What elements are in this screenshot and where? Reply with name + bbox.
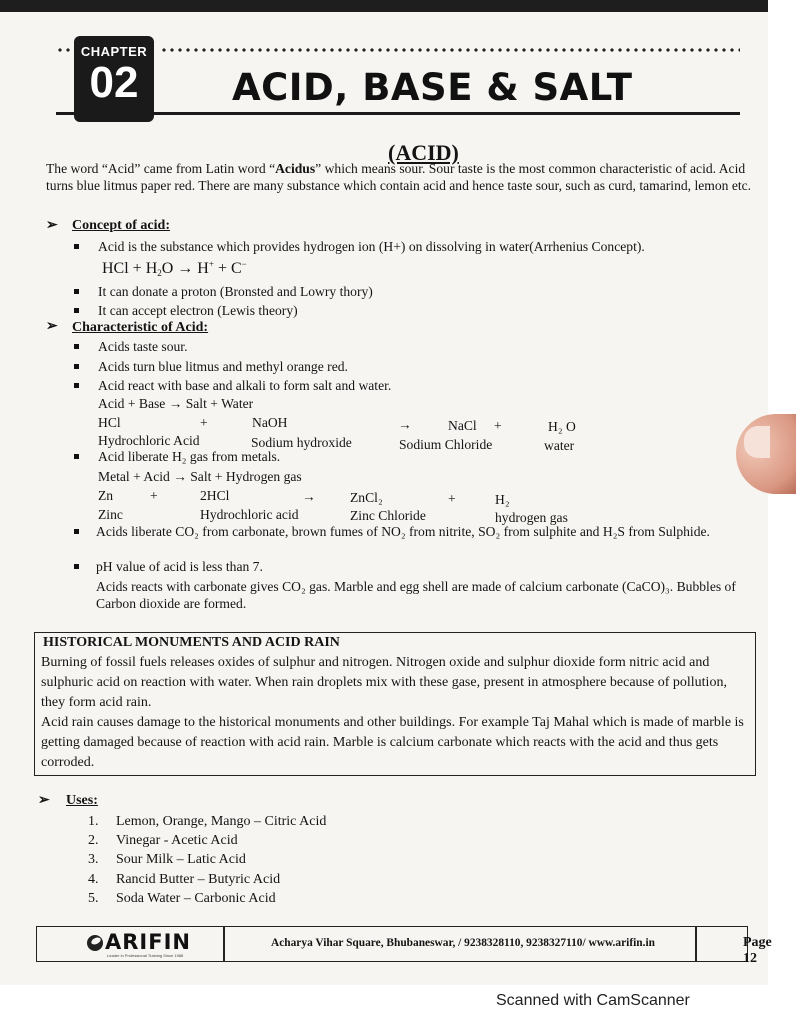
reaction1-name: Hydrochloric Acid [98,433,200,448]
uses-list [88,812,326,908]
reaction1-name: Sodium Chloride [399,437,493,452]
reaction2-name: hydrogen gas [495,510,568,525]
acid-rain-paragraph: Burning of fossil fuels releases oxides of sulphur and nitrogen. Nitrogen oxide and sulphur dioxide form nitric acid and sulphuric acid on reaction with water. When rain droplets mix with these gase, present in atmosphere because of pollution, they form acid rain. [41,655,727,710]
characteristic-item: Acids liberate CO₂ from carbonate, brown fumes of NO₂ from nitrite, SO₂ from sulphite and H₂S from Sulphide. [96,524,710,539]
characteristic-item: Acid liberate H₂ gas from metals. [98,449,281,464]
reaction1-word-equation: Acid + Base → Salt + Water [98,396,254,411]
uses-item [88,831,326,850]
characteristics-heading: Characteristic of Acid: [72,320,209,335]
characteristic-item: Acids turn blue litmus and methyl orange red. [98,359,348,374]
reaction1-formula: NaOH [252,415,288,430]
characteristic-item: Acids taste sour. [98,339,188,354]
title-rule [56,112,740,115]
square-bullet-icon [74,454,79,459]
concept-heading: Concept of acid: [72,218,170,233]
logo-tagline: Leader in Professional Training Since 1988 [107,953,184,958]
concept-item: It can donate a proton (Bronsted and Lowry thory) [98,284,373,299]
reaction2-name: Zinc [98,507,123,522]
square-bullet-icon [74,364,79,369]
reaction1-formula: HCl [98,415,121,430]
footer-divider [695,927,697,961]
uses-item-text: Vinegar - Acetic Acid [116,833,238,849]
concept-equation: HCl + $H_2O \to H^+ + C^-$ [102,259,247,278]
intro-text-1: The word “Acid” came from Latin word “ [46,161,276,176]
reaction1-formula: H₂ O [548,419,576,434]
reaction1-formula: NaCl [448,418,477,433]
uses-item [88,889,326,908]
carbonate-note: Acids reacts with carbonate gives CO₂ gas. Marble and egg shell are made of calcium carbonate (CaCO)₃. Bubbles of Carbon dioxide are formed. [96,579,736,611]
arifin-logo: ARIFIN [105,930,191,954]
intro-bold-word: Acidus [275,161,316,176]
acid-rain-box [34,632,756,776]
chapter-number: 02 [89,58,139,107]
reaction1-formula: → [398,417,412,432]
uses-item-number: 2. [88,833,99,849]
square-bullet-icon [74,244,79,249]
uses-item-number: 1. [88,814,99,829]
header-dots-right [160,46,740,54]
fingernail-photo [744,426,770,458]
scanner-watermark: Scanned with CamScanner [496,992,690,1009]
uses-item-number: 4. [88,871,99,887]
intro-text-2: ” which means sour. Sour taste is the most common characteristic of acid. Acid turns blue litmus paper red. There are many substance which contain acid and hence taste sour, such as curd, tamarind, lemon etc. [46,161,752,193]
intro-paragraph [46,160,752,194]
uses-item-number: 5. [88,890,99,906]
chapter-label: CHAPTER [80,44,148,59]
arrow-bullet-icon: ➢ [38,793,50,808]
acid-rain-box-heading: HISTORICAL MONUMENTS AND ACID RAIN [43,635,340,650]
acid-rain-paragraph: Acid rain causes damage to the historical monuments and other buildings. For example Taj Mahal which is made of marble is getting damaged because of reaction with acid rain. Marble is calcium carbonate which reacts with the acid and thus gets corroded. [41,715,744,770]
reaction1-formula: + [494,418,502,433]
arrow-bullet-icon: ➢ [46,319,58,334]
uses-item-text: Soda Water – Carbonic Acid [116,890,276,906]
square-bullet-icon [74,344,79,349]
reaction2-name: Hydrochloric acid [200,507,299,522]
chapter-badge [74,36,154,122]
reaction2-name: Zinc Chloride [350,508,426,523]
page-number: Page 12 [743,935,772,966]
reaction2-formula: + [150,488,158,503]
reaction2-word-equation: Metal + Acid → Salt + Hydrogen gas [98,469,302,484]
uses-item-number: 3. [88,852,99,868]
reaction2-formula: → [302,489,316,504]
uses-item [88,812,326,831]
footer-address: Acharya Vihar Square, Bhubaneswar, / 9238328110, 9238327110/ www.arifin.in [271,937,655,949]
arrow-bullet-icon: ➢ [46,218,58,233]
reaction1-name: water [544,438,575,453]
concept-item: Acid is the substance which provides hydrogen ion (H+) on dissolving in water(Arrhenius Concept). [98,239,645,254]
uses-item-text: Sour Milk – Latic Acid [116,852,246,868]
uses-heading: Uses: [66,793,98,808]
chapter-title: ACID, BASE & SALT [232,66,633,109]
uses-item [88,850,326,869]
footer-divider [223,927,225,961]
reaction2-formula: + [448,491,456,506]
section-heading: (ACID) [388,140,459,165]
reaction2-formula: Zn [98,488,114,503]
square-bullet-icon [74,289,79,294]
arifin-logo-icon [87,935,103,951]
square-bullet-icon [74,529,79,534]
concept-item: It can accept electron (Lewis theory) [98,303,298,318]
uses-item [88,870,326,889]
square-bullet-icon [74,308,79,313]
reaction2-formula: ZnCl₂ [350,490,383,505]
reaction1-name: Sodium hydroxide [251,435,352,450]
uses-item-text: Lemon, Orange, Mango – Citric Acid [116,814,327,829]
square-bullet-icon [74,564,79,569]
reaction1-formula: + [200,415,208,430]
square-bullet-icon [74,383,79,388]
characteristic-item: pH value of acid is less than 7. [96,559,263,574]
characteristic-item: Acid react with base and alkali to form salt and water. [98,378,392,393]
reaction2-formula: H₂ [495,492,510,507]
page-footer [36,926,772,966]
reaction2-formula: 2HCl [200,488,230,503]
uses-item-text: Rancid Butter – Butyric Acid [116,871,281,887]
